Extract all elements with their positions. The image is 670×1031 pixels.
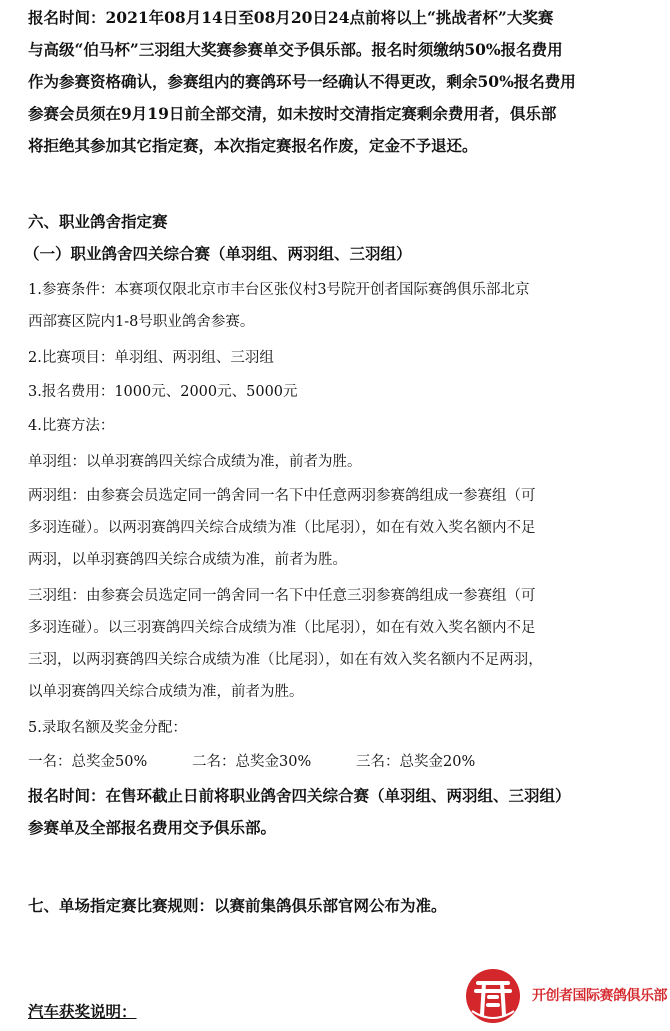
club-logo-text: 开创者国际赛鸽俱乐部 (532, 988, 667, 1004)
reg1-line-5: 将拒绝其参加其它指定赛，本次指定赛报名作废，定金不予退还。 (28, 136, 478, 155)
reg2-line-2: 参赛单及全部报名费用交予俱乐部。 (28, 818, 277, 837)
triple-line-1: 三羽组：由参赛会员选定同一鸽舍同一名下中任意三羽参赛鸽组成一参赛组（可 (28, 588, 536, 604)
prize-first: 一名：总奖金50% (28, 754, 148, 770)
triple-line-4: 以单羽赛鸽四关综合成绩为准，前者为胜。 (28, 684, 304, 700)
double-line-3: 两羽，以单羽赛鸽四关综合成绩为准，前者为胜。 (28, 552, 347, 568)
reg1-line-2: 与高级“伯马杯”三羽组大奖赛参赛单交予俱乐部。报名时须缴纳50%报名费用 (28, 40, 563, 59)
double-line-1: 两羽组：由参赛会员选定同一鸽舍同一名下中任意两羽参赛鸽组成一参赛组（可 (28, 488, 536, 504)
club-logo (462, 965, 667, 1027)
triple-line-3: 三羽，以两羽赛鸽四关综合成绩为准（比尾羽），如在有效入奖名额内不足两羽， (28, 652, 543, 668)
reg1-line-4: 参赛会员须在9月19日前全部交清，如未按时交清指定赛剩余费用者，俱乐部 (28, 104, 557, 123)
item4: 4.比赛方法： (28, 418, 115, 434)
item1-line-2: 西部赛区院内1-8号职业鸽舍参赛。 (28, 314, 255, 330)
single-group: 单羽组：以单羽赛鸽四关综合成绩为准，前者为胜。 (28, 454, 362, 470)
item5: 5.录取名额及奖金分配： (28, 720, 187, 736)
reg2-line-1: 报名时间：在售环截止日前将职业鸽舍四关综合赛（单羽组、两羽组、三羽组） (28, 786, 571, 805)
reg1-line-3: 作为参赛资格确认，参赛组内的赛鸽环号一经确认不得更改，剩余50%报名费用 (28, 72, 576, 91)
prize-third: 三名：总奖金20% (356, 754, 476, 770)
section6-subtitle: （一）职业鸽舍四关综合赛（单羽组、两羽组、三羽组） (24, 244, 412, 263)
triple-line-2: 多羽连碰）。以三羽赛鸽四关综合成绩为准（比尾羽），如在有效入奖名额内不足 (28, 620, 536, 636)
section6-title: 六、职业鸽舍指定赛 (28, 212, 168, 231)
item2: 2.比赛项目：单羽组、两羽组、三羽组 (28, 350, 274, 366)
club-emblem-icon (462, 965, 524, 1027)
item3: 3.报名费用：1000元、2000元、5000元 (28, 384, 298, 400)
double-line-2: 多羽连碰）。以两羽赛鸽四关综合成绩为准（比尾羽），如在有效入奖名额内不足 (28, 520, 536, 536)
prize-second: 二名：总奖金30% (192, 754, 312, 770)
car-award-title: 汽车获奖说明： (28, 1002, 137, 1021)
prize-row (28, 752, 475, 772)
section7: 七、单场指定赛比赛规则：以赛前集鸽俱乐部官网公布为准。 (28, 896, 447, 915)
item1-line-1: 1.参赛条件：本赛项仅限北京市丰台区张仪村3号院开创者国际赛鸽俱乐部北京 (28, 282, 530, 298)
reg1-line-1: 报名时间：2021年08月14日至08月20日24点前将以上“挑战者杯”大奖赛 (28, 8, 554, 27)
